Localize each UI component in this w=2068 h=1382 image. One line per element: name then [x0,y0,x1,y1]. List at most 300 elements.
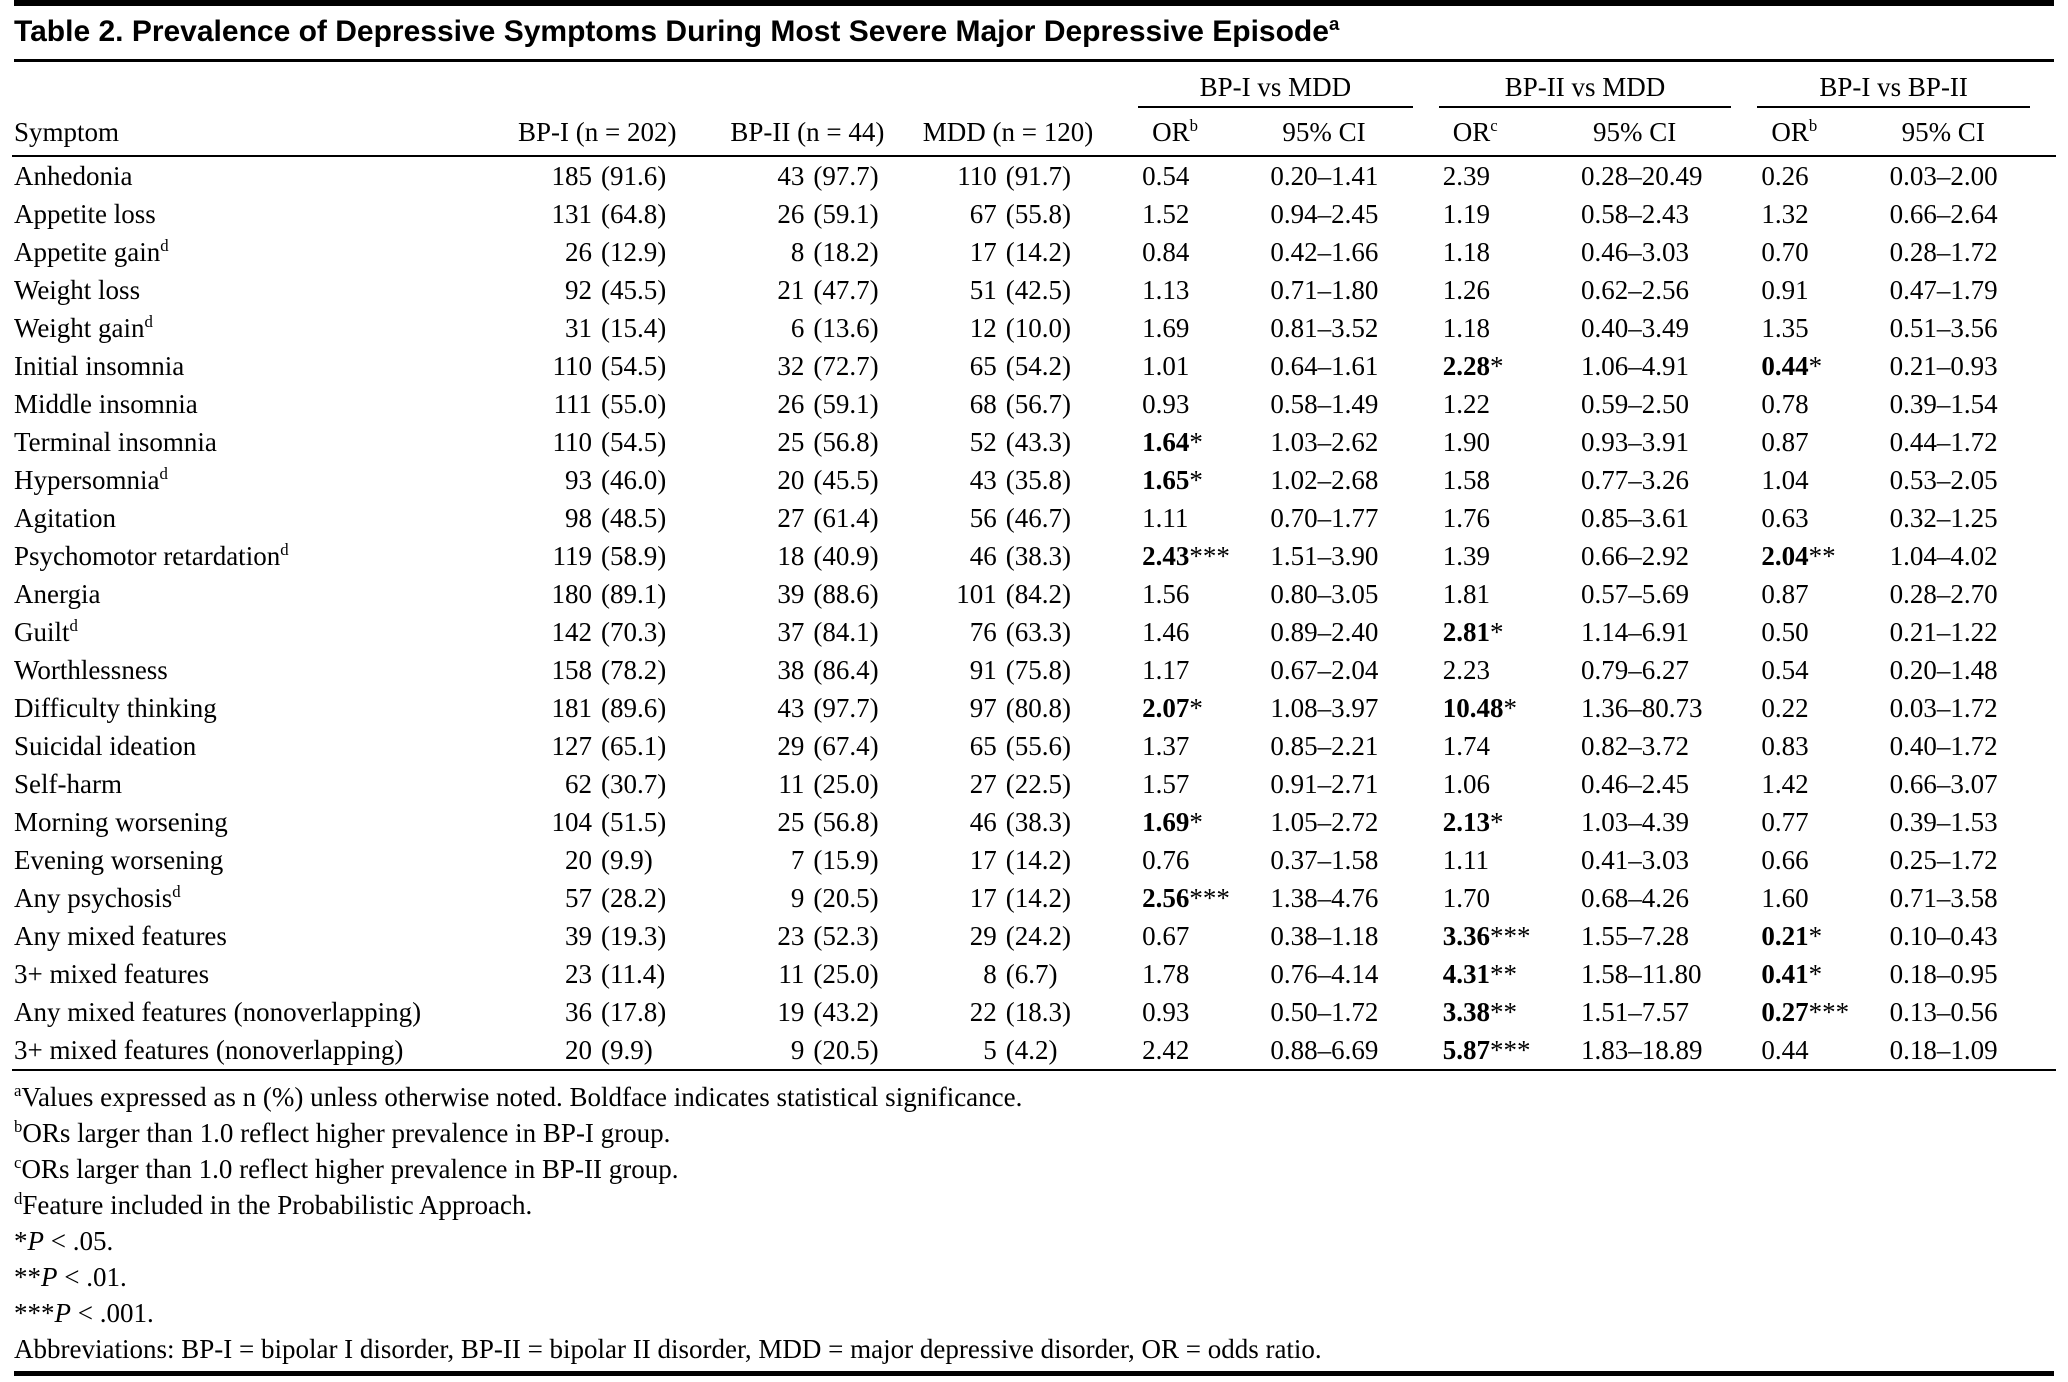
symptom-cell [12,765,518,803]
table-row [12,765,2056,803]
or-value: 0.27 [1761,997,1809,1027]
ci-cell-bp1-vs-mdd: 0.71–1.80 [1270,275,1379,305]
significance-stars: ** [1808,541,1836,571]
ci-cell-bp1-vs-mdd: 0.88–6.69 [1266,1031,1438,1070]
significance-stars: * [1808,959,1823,989]
ci-cell-bp1-vs-bp2: 0.28–2.70 [1889,579,1998,609]
symptom-cell [12,613,518,651]
or-value: 2.13 [1442,807,1490,837]
or-cell-bp1-vs-bp2 [1757,803,1885,841]
or-value: 1.01 [1142,351,1190,381]
count-value: 68 [969,389,997,419]
ci-cell-bp1-vs-bp2: 0.21–1.22 [1889,617,1998,647]
ci-cell-bp1-vs-mdd: 1.02–2.68 [1270,465,1379,495]
ci-cell-bp1-vs-bp2: 0.13–0.56 [1889,997,1998,1027]
bp1-count-cell [518,271,730,309]
or-value: 0.78 [1761,389,1809,419]
or-value: 0.26 [1761,161,1809,191]
bp2-count-cell [730,841,922,879]
bp1-count-cell [518,499,730,537]
mdd-count-cell [923,765,1138,803]
ci-cell-bp1-vs-bp2: 0.25–1.72 [1889,845,1998,875]
mdd-count-cell [923,917,1138,955]
ci-cell-bp2-vs-mdd: 1.06–4.91 [1580,351,1689,381]
percent-value: (56.8) [813,807,879,837]
symptom-cell [12,1031,518,1070]
or-cell-bp1-vs-mdd [1138,347,1266,385]
bp1-count-cell [518,765,730,803]
significance-stars: * [1489,351,1504,381]
significance-stars: *** [1189,541,1230,571]
percent-value: (14.2) [1005,845,1071,875]
or-footnote-marker-b: b [1189,116,1199,135]
bp2-count-cell [730,917,922,955]
percent-value: (4.2) [1005,1035,1058,1065]
table-title-text: Table 2. Prevalence of Depressive Symptoms During Most Severe Major Depressive Episode [14,15,1329,48]
count-value: 93 [564,465,592,495]
or-cell-bp1-vs-mdd [1138,803,1266,841]
count-value: 110 [552,427,592,457]
or-cell-bp1-vs-bp2 [1757,309,1885,347]
symptom-label: Initial insomnia [14,351,185,381]
bp1-count-cell [518,727,730,765]
ci-cell-bp2-vs-mdd: 0.68–4.26 [1580,883,1689,913]
symptom-label: Middle insomnia [14,389,198,419]
or-value: 3.38 [1442,997,1490,1027]
count-value: 76 [969,617,997,647]
mdd-count-cell [923,955,1138,993]
or-cell-bp2-vs-mdd [1439,955,1577,993]
or-value: 0.66 [1761,845,1809,875]
ci-cell-bp1-vs-mdd: 0.67–2.04 [1270,655,1379,685]
percent-value: (15.9) [813,845,879,875]
symptom-cell [12,651,518,689]
count-value: 158 [551,655,592,685]
or-cell-bp1-vs-mdd [1138,955,1266,993]
percent-value: (46.7) [1005,503,1071,533]
percent-value: (45.5) [600,275,667,305]
count-value: 97 [969,693,997,723]
or-cell-bp2-vs-mdd [1439,195,1577,233]
symptom-label: Agitation [14,503,116,533]
ci-cell-bp2-vs-mdd: 1.58–11.80 [1580,959,1702,989]
or-value: 1.74 [1442,731,1490,761]
percent-value: (20.5) [813,883,879,913]
ci-cell-bp1-vs-bp2: 0.20–1.48 [1889,655,1998,685]
or-cell-bp1-vs-mdd [1138,689,1266,727]
percent-value: (20.5) [813,1035,879,1065]
or-cell-bp1-vs-bp2 [1757,727,1885,765]
symptom-cell [12,841,518,879]
count-value: 27 [777,503,805,533]
or-value: 1.26 [1442,275,1490,305]
count-value: 43 [777,693,805,723]
ci-cell-bp1-vs-mdd: 0.42–1.66 [1270,237,1379,267]
significance-stars: *** [1489,1035,1531,1065]
percent-value: (86.4) [813,655,879,685]
or-cell-bp2-vs-mdd [1439,803,1577,841]
symptom-cell [12,727,518,765]
footnote [14,1223,2054,1259]
ci-cell-bp1-vs-mdd: 1.38–4.76 [1270,883,1379,913]
or-cell-bp1-vs-mdd [1138,195,1266,233]
or-cell-bp2-vs-mdd [1439,689,1577,727]
ci-cell-bp2-vs-mdd: 0.41–3.03 [1580,845,1689,875]
count-value: 67 [969,199,997,229]
footnote [14,1295,2054,1331]
mdd-count-cell [923,689,1138,727]
col-group-label: BP-I vs BP-II [1819,72,1968,102]
table-row [12,993,2056,1031]
or-value: 1.60 [1761,883,1809,913]
mdd-count-cell [923,537,1138,575]
or-cell-bp1-vs-bp2 [1757,955,1885,993]
count-value: 26 [564,237,592,267]
count-value: 65 [969,351,997,381]
or-label: OR [1452,117,1491,147]
count-value: 37 [777,617,805,647]
or-cell-bp1-vs-mdd [1138,613,1266,651]
count-value: 29 [777,731,805,761]
table-row [12,1031,2056,1070]
header-symptom: Symptom [12,108,518,156]
count-value: 57 [564,883,592,913]
or-value: 0.83 [1761,731,1809,761]
bp1-count-cell [518,689,730,727]
p-value-symbol: P [54,1298,71,1328]
bp2-count-cell [730,879,922,917]
or-value: 2.39 [1442,161,1490,191]
count-value: 20 [564,1035,592,1065]
percent-value: (54.5) [600,351,667,381]
count-value: 180 [551,579,592,609]
bp1-count-cell [518,955,730,993]
significance-stars: *** [1489,921,1531,951]
count-value: 131 [551,199,592,229]
bp2-count-cell [730,461,922,499]
table-title [12,6,2056,59]
mdd-count-cell [923,347,1138,385]
bottom-rule [14,1371,2054,1376]
ci-cell-bp1-vs-bp2: 0.51–3.56 [1889,313,1998,343]
percent-value: (75.8) [1005,655,1071,685]
col-group-bp1-vs-mdd [1138,62,1439,108]
or-cell-bp2-vs-mdd [1439,461,1577,499]
percent-value: (40.9) [813,541,879,571]
mdd-count-cell [923,423,1138,461]
or-value: 1.69 [1142,807,1190,837]
count-value: 119 [552,541,592,571]
percent-value: (59.1) [813,199,879,229]
or-value: 2.43 [1142,541,1190,571]
count-value: 29 [969,921,997,951]
or-cell-bp1-vs-bp2 [1757,537,1885,575]
or-value: 2.42 [1142,1035,1190,1065]
percent-value: (89.6) [600,693,667,723]
count-value: 110 [957,161,997,191]
or-value: 1.35 [1761,313,1809,343]
percent-value: (46.0) [600,465,667,495]
or-value: 10.48 [1442,693,1504,723]
mdd-count-cell [923,156,1138,195]
table-row [12,233,2056,271]
percent-value: (72.7) [813,351,879,381]
or-cell-bp1-vs-bp2 [1757,461,1885,499]
count-value: 6 [790,313,805,343]
table-row [12,879,2056,917]
percent-value: (22.5) [1005,769,1071,799]
or-cell-bp1-vs-bp2 [1757,879,1885,917]
or-cell-bp1-vs-mdd [1138,765,1266,803]
or-cell-bp1-vs-bp2 [1757,195,1885,233]
percent-value: (12.9) [600,237,667,267]
or-cell-bp1-vs-mdd [1138,1031,1266,1070]
ci-cell-bp1-vs-mdd: 0.20–1.41 [1270,161,1379,191]
percent-value: (13.6) [813,313,879,343]
or-value: 0.76 [1142,845,1190,875]
or-cell-bp2-vs-mdd [1439,385,1577,423]
ci-cell-bp1-vs-bp2: 0.47–1.79 [1889,275,1998,305]
count-value: 51 [969,275,997,305]
percent-value: (17.8) [600,997,667,1027]
count-value: 52 [969,427,997,457]
count-value: 101 [956,579,997,609]
count-value: 8 [790,237,805,267]
significance-stars: *** [1189,883,1230,913]
ci-cell-bp2-vs-mdd: 1.03–4.39 [1580,807,1689,837]
or-cell-bp1-vs-bp2 [1757,613,1885,651]
mdd-count-cell [923,727,1138,765]
ci-cell-bp1-vs-mdd: 0.81–3.52 [1270,313,1379,343]
bp1-count-cell [518,423,730,461]
table-row [12,385,2056,423]
ci-cell-bp2-vs-mdd: 0.77–3.26 [1580,465,1689,495]
percent-value: (89.1) [600,579,667,609]
bp2-count-cell [730,765,922,803]
or-cell-bp1-vs-mdd [1138,841,1266,879]
count-value: 43 [969,465,997,495]
or-cell-bp1-vs-bp2 [1757,499,1885,537]
col-group-label: BP-I vs MDD [1199,72,1352,102]
ci-cell-bp1-vs-bp2: 0.10–0.43 [1889,921,1998,951]
or-value: 0.22 [1761,693,1809,723]
mdd-count-cell [923,271,1138,309]
col-group-underline [1138,72,1413,108]
percent-value: (48.5) [600,503,667,533]
footnote [14,1115,2054,1151]
percent-value: (59.1) [813,389,879,419]
symptom-cell [12,917,518,955]
symptom-cell [12,156,518,195]
percent-value: (25.0) [813,769,879,799]
or-cell-bp1-vs-bp2 [1757,271,1885,309]
table-row [12,613,2056,651]
or-cell-bp1-vs-mdd [1138,385,1266,423]
or-cell-bp2-vs-mdd [1439,156,1577,195]
footnote-text: Abbreviations: BP-I = bipolar I disorder, BP-II = bipolar II disorder, MDD = major depressive disorder, OR = odds ratio. [14,1334,1322,1364]
footnote [14,1079,2054,1115]
ci-cell-bp1-vs-bp2: 0.39–1.54 [1889,389,1998,419]
symptom-label: Hypersomnia [14,465,160,495]
or-value: 1.65 [1142,465,1190,495]
or-cell-bp2-vs-mdd [1439,233,1577,271]
symptom-label: Suicidal ideation [14,731,197,761]
count-value: 11 [778,959,805,989]
significance-stars: * [1489,617,1504,647]
or-cell-bp1-vs-mdd [1138,309,1266,347]
count-value: 21 [777,275,805,305]
percent-value: (54.5) [600,427,667,457]
percent-value: (42.5) [1005,275,1071,305]
percent-value: (14.2) [1005,883,1071,913]
or-value: 1.42 [1761,769,1809,799]
ci-cell-bp1-vs-bp2: 1.04–4.02 [1889,541,1998,571]
ci-cell-bp1-vs-bp2: 0.18–0.95 [1889,959,1998,989]
percent-value: (9.9) [600,1035,653,1065]
or-cell-bp1-vs-bp2 [1757,841,1885,879]
count-value: 91 [969,655,997,685]
symptom-label: Any mixed features (nonoverlapping) [14,997,422,1027]
count-value: 111 [553,389,592,419]
or-value: 2.81 [1442,617,1490,647]
or-cell-bp2-vs-mdd [1439,537,1577,575]
or-footnote-marker-c: c [1490,116,1498,135]
significance-stars: ** [1489,959,1517,989]
or-value: 0.50 [1761,617,1809,647]
bp2-count-cell [730,575,922,613]
bp2-count-cell [730,309,922,347]
symptom-label: 3+ mixed features (nonoverlapping) [14,1035,404,1065]
header-bp2-n: BP-II (n = 44) [730,108,922,156]
footnote-text: Values expressed as n (%) unless otherwise noted. Boldface indicates statistical significance. [21,1082,1023,1112]
table-row [12,423,2056,461]
bp1-count-cell [518,233,730,271]
symptom-cell [12,423,518,461]
or-cell-bp1-vs-bp2 [1757,575,1885,613]
count-value: 127 [551,731,592,761]
count-value: 185 [551,161,592,191]
table-row [12,347,2056,385]
or-cell-bp1-vs-mdd [1138,233,1266,271]
ci-cell-bp1-vs-bp2: 0.44–1.72 [1889,427,1998,457]
or-value: 5.87 [1442,1035,1490,1065]
mdd-count-cell [923,195,1138,233]
or-value: 0.67 [1142,921,1190,951]
percent-value: (55.8) [1005,199,1071,229]
mdd-count-cell [923,575,1138,613]
or-cell-bp1-vs-bp2 [1757,347,1885,385]
or-cell-bp1-vs-mdd [1138,727,1266,765]
percent-value: (30.7) [600,769,667,799]
or-cell-bp1-vs-mdd [1138,156,1266,195]
percent-value: (9.9) [600,845,653,875]
percent-value: (18.2) [813,237,879,267]
count-value: 18 [777,541,805,571]
symptom-cell [12,575,518,613]
count-value: 92 [564,275,592,305]
or-value: 0.84 [1142,237,1190,267]
table-row [12,689,2056,727]
footnote [14,1151,2054,1187]
ci-cell-bp2-vs-mdd: 0.66–2.92 [1580,541,1689,571]
ci-cell-bp2-vs-mdd: 1.14–6.91 [1580,617,1689,647]
ci-cell-bp2-vs-mdd: 0.28–20.49 [1580,161,1703,191]
symptom-cell [12,347,518,385]
bp1-count-cell [518,309,730,347]
percent-value: (65.1) [600,731,667,761]
or-cell-bp1-vs-mdd [1138,499,1266,537]
ci-cell-bp2-vs-mdd: 0.40–3.49 [1580,313,1689,343]
col-group-bp1-vs-bp2 [1757,62,2056,108]
bp1-count-cell [518,613,730,651]
count-value: 26 [777,199,805,229]
symptom-cell [12,461,518,499]
or-cell-bp1-vs-bp2 [1757,233,1885,271]
symptom-label: Appetite gain [14,237,161,267]
symptom-footnote-marker: d [172,882,181,901]
or-cell-bp2-vs-mdd [1439,879,1577,917]
ci-cell-bp1-vs-bp2: 0.28–1.72 [1889,237,1998,267]
or-value: 1.18 [1442,237,1490,267]
bp2-count-cell [730,233,922,271]
ci-cell-bp1-vs-mdd: 1.03–2.62 [1270,427,1379,457]
percent-value: (38.3) [1005,541,1071,571]
col-group-underline [1757,72,2030,108]
significance-stars: *** [1808,997,1850,1027]
or-value: 0.21 [1761,921,1809,951]
or-cell-bp1-vs-mdd [1138,461,1266,499]
ci-cell-bp1-vs-bp2: 0.39–1.53 [1889,807,1998,837]
header-or-b-2 [1757,108,1885,156]
or-value: 4.31 [1442,959,1490,989]
or-value: 1.18 [1442,313,1490,343]
symptom-cell [12,195,518,233]
or-value: 1.39 [1442,541,1490,571]
count-value: 25 [777,807,805,837]
percent-value: (6.7) [1005,959,1058,989]
count-value: 142 [551,617,592,647]
count-value: 19 [777,997,805,1027]
or-cell-bp2-vs-mdd [1439,575,1577,613]
table-row [12,841,2056,879]
count-value: 27 [969,769,997,799]
percent-value: (18.3) [1005,997,1071,1027]
count-value: 181 [551,693,592,723]
or-cell-bp1-vs-mdd [1138,423,1266,461]
ci-cell-bp1-vs-mdd: 0.38–1.18 [1270,921,1379,951]
footnote-marker: d [14,1189,23,1208]
or-cell-bp2-vs-mdd [1439,727,1577,765]
count-value: 36 [564,997,592,1027]
or-value: 0.77 [1761,807,1809,837]
count-value: 32 [777,351,805,381]
count-value: 5 [983,1035,997,1065]
or-cell-bp1-vs-mdd [1138,537,1266,575]
bp1-count-cell [518,993,730,1031]
symptom-label: 3+ mixed features [14,959,210,989]
mdd-count-cell [923,461,1138,499]
symptom-label: Appetite loss [14,199,156,229]
percent-value: (38.3) [1005,807,1071,837]
footnote-marker: b [14,1117,23,1136]
or-value: 1.11 [1442,845,1489,875]
percent-value: (84.2) [1005,579,1071,609]
percent-value: (97.7) [813,693,879,723]
symptom-label: Anhedonia [14,161,133,191]
footnote [14,1187,2054,1223]
or-value: 1.69 [1142,313,1190,343]
percent-value: (52.3) [813,921,879,951]
